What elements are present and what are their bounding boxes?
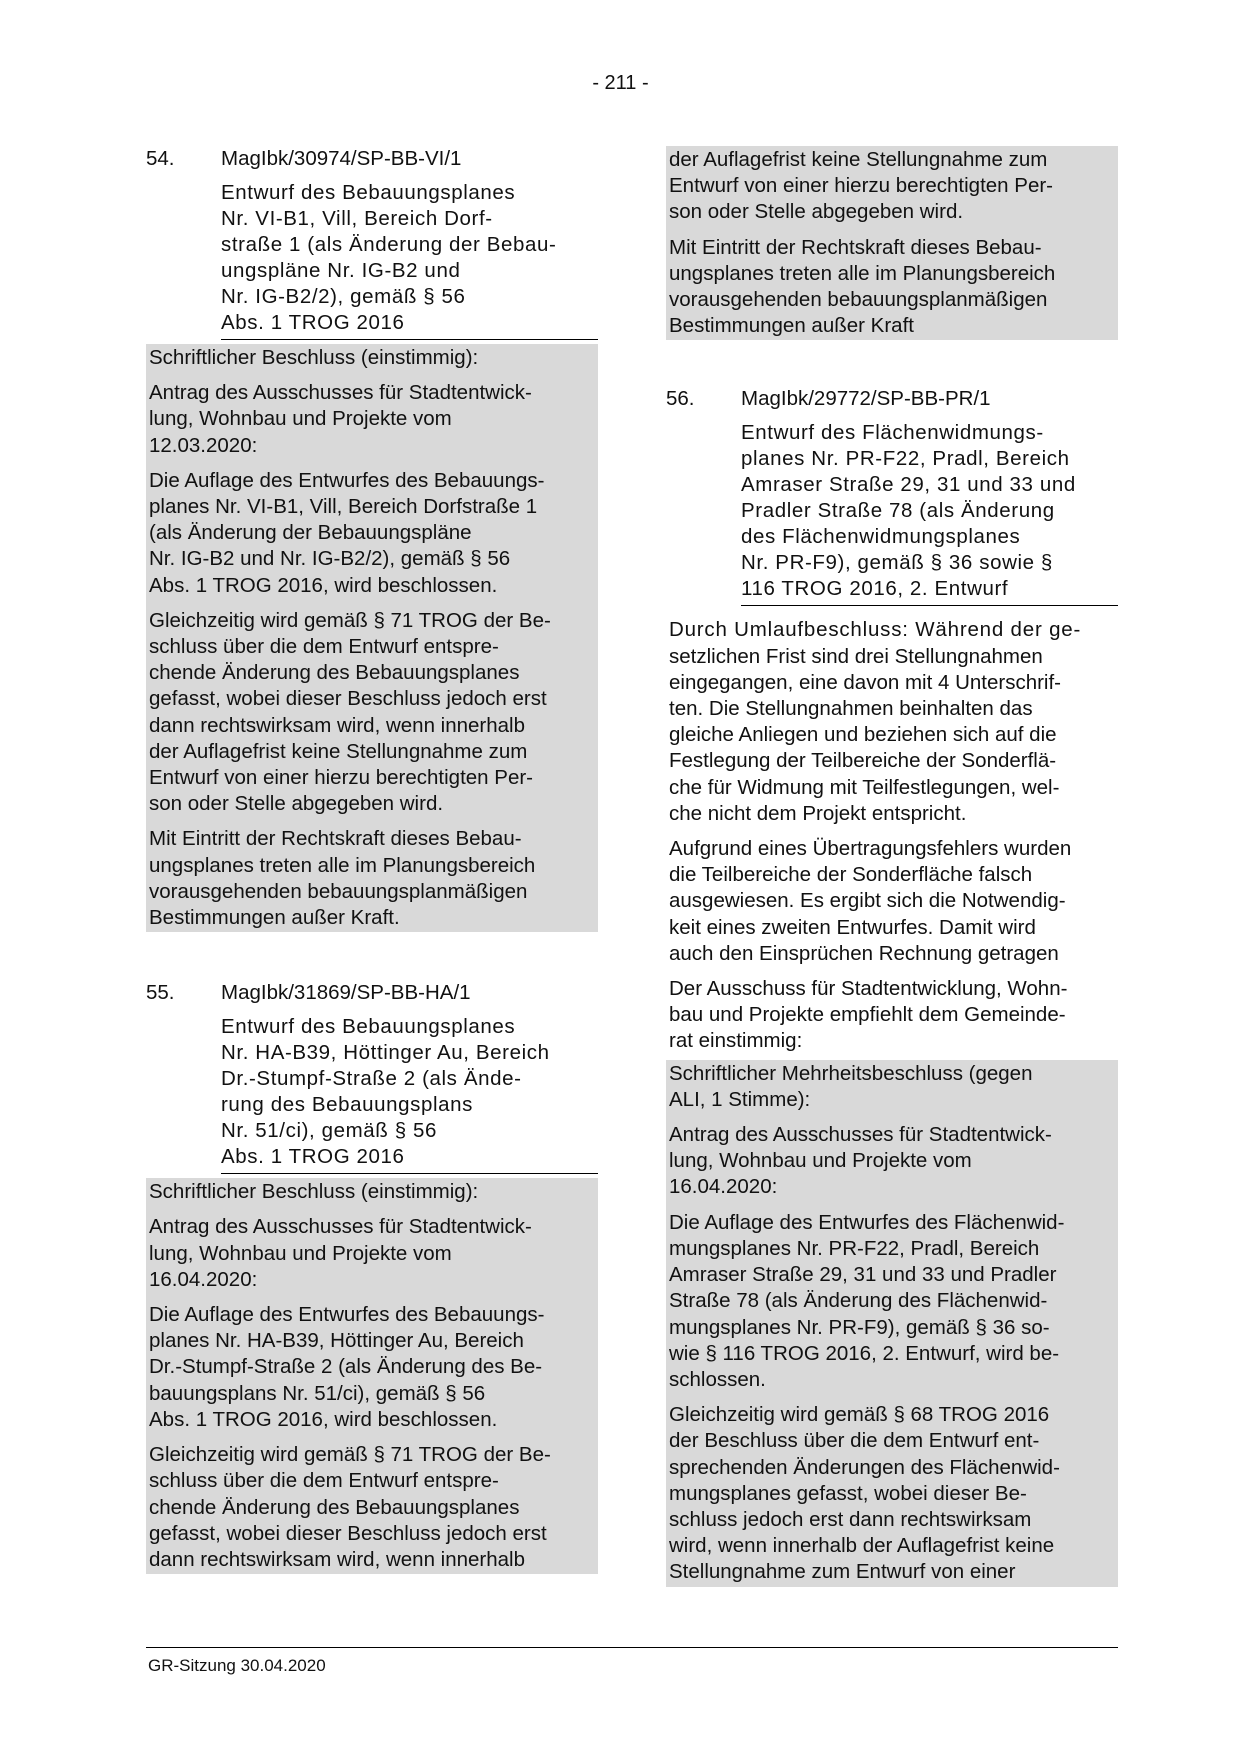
title-line: Amraser Straße 29, 31 und 33 und bbox=[741, 473, 1076, 497]
title-line: Entwurf des Bebauungsplanes bbox=[221, 1015, 516, 1039]
rechtskraft-paragraph: Mit Eintritt der Rechtskraft dieses Bebau- ungsplanes treten alle im Planungsbereich vorausgehenden bebauungsplanmäßigen Bestimmungen außer Kraft. bbox=[149, 827, 536, 930]
gleichzeitig-paragraph: Gleichzeitig wird gemäß § 68 TROG 2016 der Beschluss über die dem Entwurf ent- sprechenden Änderungen des Flächenwid- mungsplanes gefasst, wobei dieser Be- schluss jedoch erst dann rechtswirksam wird, wenn innerhalb der Auflagefrist keine Stellungnahme zum Entwurf von einer bbox=[669, 1403, 1060, 1584]
rechtskraft-paragraph: Mit Eintritt der Rechtskraft dieses Bebau- ungsplanes treten alle im Planungsbereich vorausgehenden bebauungsplanmäßigen Bestimmungen außer Kraft bbox=[669, 235, 1056, 338]
item-number: 54. bbox=[146, 147, 175, 170]
gleichzeitig-paragraph: Gleichzeitig wird gemäß § 71 TROG der Be- schluss über die dem Entwurf entspre- chende Änderung des Bebauungsplanes gefasst, wobei dieser Beschluss jedoch erst dann rechtswirksam wird, wenn innerhalb der Auflagefrist keine Stellungnahme zum Entwurf von einer hierzu berechtigten Per- son oder Stelle abgegeben wird. bbox=[149, 608, 551, 816]
title-line: planes Nr. PR-F22, Pradl, Bereich bbox=[741, 447, 1070, 471]
item-number: 56. bbox=[666, 387, 695, 411]
auflage-paragraph: Die Auflage des Entwurfes des Bebauungs- planes Nr. HA-B39, Höttinger Au, Bereich Dr.-Stumpf-Straße 2 (als Änderung des Be- bauungsplans Nr. 51/ci), gemäß § 56 Abs. 1 TROG 2016, wird beschlossen. bbox=[149, 1303, 545, 1431]
umlauf-paragraph: Durch Umlaufbeschluss: Während der ge- setzlichen Frist sind drei Stellungnahmen eingegangen, eine davon mit 4 Unterschrif- ten. Die Stellungnahmen beinhalten das gleiche Anliegen und beziehen sich auf die Festlegung der Teilbereiche der Sonderflä- che für Widmung mit Teilfestlegungen, wel- che nicht dem Projekt entspricht. bbox=[669, 618, 1082, 825]
decision-type: Schriftlicher Beschluss (einstimmig): bbox=[149, 1180, 479, 1204]
item-56 bbox=[666, 386, 1118, 1586]
item-54-decision-block bbox=[146, 344, 598, 932]
item-56-title bbox=[741, 420, 1118, 606]
auflage-paragraph: Die Auflage des Entwurfes des Bebauungs- planes Nr. VI-B1, Vill, Bereich Dorfstraße 1 (als Änderung der Bebauungspläne Nr. IG-B2 und Nr. IG-B2/2), gemäß § 56 Abs. 1 TROG 2016, wird beschlossen. bbox=[149, 468, 545, 597]
item-55-title bbox=[221, 1014, 598, 1174]
item-code: MagIbk/31869/SP-BB-HA/1 bbox=[221, 981, 471, 1005]
item-code: MagIbk/30974/SP-BB-VI/1 bbox=[221, 147, 462, 170]
title-line: rung des Bebauungsplans bbox=[221, 1093, 474, 1117]
item-55-continuation-block bbox=[666, 146, 1118, 340]
title-line: des Flächenwidmungsplanes bbox=[741, 525, 1021, 549]
item-55 bbox=[146, 980, 598, 1574]
left-column bbox=[146, 146, 598, 1574]
item-56-body bbox=[666, 616, 1118, 1055]
title-line: Nr. PR-F9), gemäß § 36 sowie § bbox=[741, 551, 1053, 575]
decision-type: Schriftlicher Mehrheitsbeschluss (gegen ALI, 1 Stimme): bbox=[669, 1061, 1033, 1111]
item-56-header bbox=[666, 386, 1118, 412]
title-line: Dr.-Stumpf-Straße 2 (als Ände- bbox=[221, 1067, 522, 1091]
item-56-decision-block bbox=[666, 1060, 1118, 1587]
antrag-paragraph: Antrag des Ausschusses für Stadtentwick- lung, Wohnbau und Projekte vom 16.04.2020: bbox=[669, 1123, 1052, 1199]
title-line: Entwurf des Flächenwidmungs- bbox=[741, 421, 1044, 445]
aufgrund-paragraph: Aufgrund eines Übertragungsfehlers wurden die Teilbereiche der Sonderfläche falsch ausgewiesen. Es ergibt sich die Notwendig- keit eines zweiten Entwurfes. Damit wird auch den Einsprüchen Rechnung getragen bbox=[669, 837, 1072, 965]
item-55-header bbox=[146, 980, 598, 1006]
footer-divider bbox=[146, 1647, 1118, 1648]
title-line: Pradler Straße 78 (als Änderung bbox=[741, 499, 1055, 523]
footer-text: GR-Sitzung 30.04.2020 bbox=[148, 1656, 326, 1675]
item-54-title bbox=[221, 180, 598, 340]
antrag-paragraph: Antrag des Ausschusses für Stadtentwick- lung, Wohnbau und Projekte vom 12.03.2020: bbox=[149, 381, 532, 457]
item-number: 55. bbox=[146, 981, 175, 1005]
title-line: straße 1 (als Änderung der Bebau- bbox=[221, 233, 557, 256]
item-54-header bbox=[146, 146, 598, 172]
gleichzeitig-paragraph-end: der Auflagefrist keine Stellungnahme zum Entwurf von einer hierzu berechtigten Per- son oder Stelle abgegeben wird. bbox=[669, 148, 1054, 224]
item-55-decision-block bbox=[146, 1178, 598, 1574]
title-line: Nr. VI-B1, Vill, Bereich Dorf- bbox=[221, 207, 493, 230]
item-54 bbox=[146, 146, 598, 932]
title-line: Nr. HA-B39, Höttinger Au, Bereich bbox=[221, 1041, 550, 1065]
title-line: Nr. 51/ci), gemäß § 56 bbox=[221, 1119, 438, 1143]
title-line: Abs. 1 TROG 2016 bbox=[221, 1145, 405, 1169]
empfehlung-paragraph: Der Ausschuss für Stadtentwicklung, Wohn- bau und Projekte empfiehlt dem Gemeinde- rat einstimmig: bbox=[669, 977, 1068, 1053]
title-line: Entwurf des Bebauungsplanes bbox=[221, 181, 516, 204]
title-line: ungspläne Nr. IG-B2 und bbox=[221, 259, 461, 282]
antrag-paragraph: Antrag des Ausschusses für Stadtentwick- lung, Wohnbau und Projekte vom 16.04.2020: bbox=[149, 1215, 532, 1291]
title-line: Abs. 1 TROG 2016 bbox=[221, 311, 405, 334]
title-line: 116 TROG 2016, 2. Entwurf bbox=[741, 577, 1009, 601]
page-number: - 211 - bbox=[592, 72, 649, 94]
right-column bbox=[666, 146, 1118, 1587]
title-line: Nr. IG-B2/2), gemäß § 56 bbox=[221, 285, 466, 308]
item-code: MagIbk/29772/SP-BB-PR/1 bbox=[741, 387, 991, 411]
decision-type: Schriftlicher Beschluss (einstimmig): bbox=[149, 346, 479, 369]
auflage-paragraph: Die Auflage des Entwurfes des Flächenwid- mungsplanes Nr. PR-F22, Pradl, Bereich Amraser Straße 29, 31 und 33 und Pradler Straße 78 (als Änderung des Flächenwid- mungsplanes Nr. PR-F9), gemäß § 36 so- wie § 116 TROG 2016, 2. Entwurf, wird be- schlossen. bbox=[669, 1210, 1065, 1391]
gleichzeitig-paragraph: Gleichzeitig wird gemäß § 71 TROG der Be- schluss über die dem Entwurf entspre- chende Änderung des Bebauungsplanes gefasst, wobei dieser Beschluss jedoch erst dann rechtswirksam wird, wenn innerhalb bbox=[149, 1443, 551, 1571]
